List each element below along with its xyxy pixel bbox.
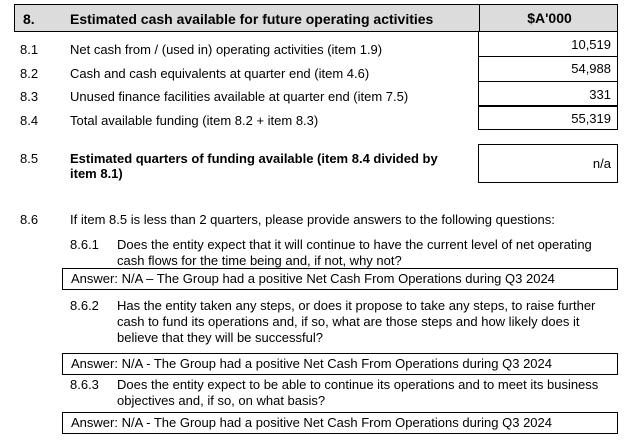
question-text: Does the entity expect that it will continue to have the current level of net operating cash flows for the time being and, if not, why not? bbox=[117, 237, 592, 268]
row-value: 54,988 bbox=[478, 57, 618, 81]
section-number: 8. bbox=[23, 11, 35, 27]
section-title: Estimated cash available for future operating activities bbox=[70, 11, 434, 27]
row-text: Unused finance facilities available at quarter end (item 7.5) bbox=[70, 89, 409, 104]
row-value: 331 bbox=[478, 81, 618, 106]
row-text: Total available funding (item 8.2 + item 8.3) bbox=[70, 113, 319, 128]
answer-box: Answer: N/A - The Group had a positive Net Cash From Operations during Q3 2024 bbox=[62, 412, 618, 434]
row-value: 55,319 bbox=[478, 106, 618, 130]
row-text: Estimated quarters of funding available (item 8.4 divided by item 8.1) bbox=[70, 151, 438, 181]
row-text: Net cash from / (used in) operating activities (item 1.9) bbox=[70, 42, 383, 57]
question-text: Does the entity expect to be able to continue its operations and to meet its business objectives and, if so, on what basis? bbox=[117, 377, 599, 408]
question-label: 8.6.3 bbox=[70, 377, 99, 392]
question-label: 8.6.1 bbox=[70, 237, 99, 252]
row-value: n/a bbox=[478, 144, 618, 183]
row-label: 8.3 bbox=[20, 89, 39, 104]
row-label: 8.6 bbox=[20, 212, 39, 227]
row-text: If item 8.5 is less than 2 quarters, please provide answers to the following questions: bbox=[70, 212, 555, 227]
section-header bbox=[14, 4, 618, 32]
answer-box: Answer: N/A - The Group had a positive Net Cash From Operations during Q3 2024 bbox=[62, 353, 618, 375]
question-text: Has the entity taken any steps, or does it propose to take any steps, to raise further cash to fund its operations and, if so, what are those steps and how likely does it believe that they will be successful? bbox=[117, 298, 596, 345]
row-label: 8.1 bbox=[20, 42, 39, 57]
row-value: 10,519 bbox=[478, 32, 618, 57]
question-label: 8.6.2 bbox=[70, 298, 99, 313]
unit-header: $A'000 bbox=[479, 5, 619, 31]
row-label: 8.2 bbox=[20, 66, 39, 81]
row-label: 8.5 bbox=[20, 151, 39, 166]
row-text: Cash and cash equivalents at quarter end (item 4.6) bbox=[70, 66, 370, 81]
row-label: 8.4 bbox=[20, 113, 39, 128]
answer-box: Answer: N/A – The Group had a positive Net Cash From Operations during Q3 2024 bbox=[62, 268, 618, 290]
